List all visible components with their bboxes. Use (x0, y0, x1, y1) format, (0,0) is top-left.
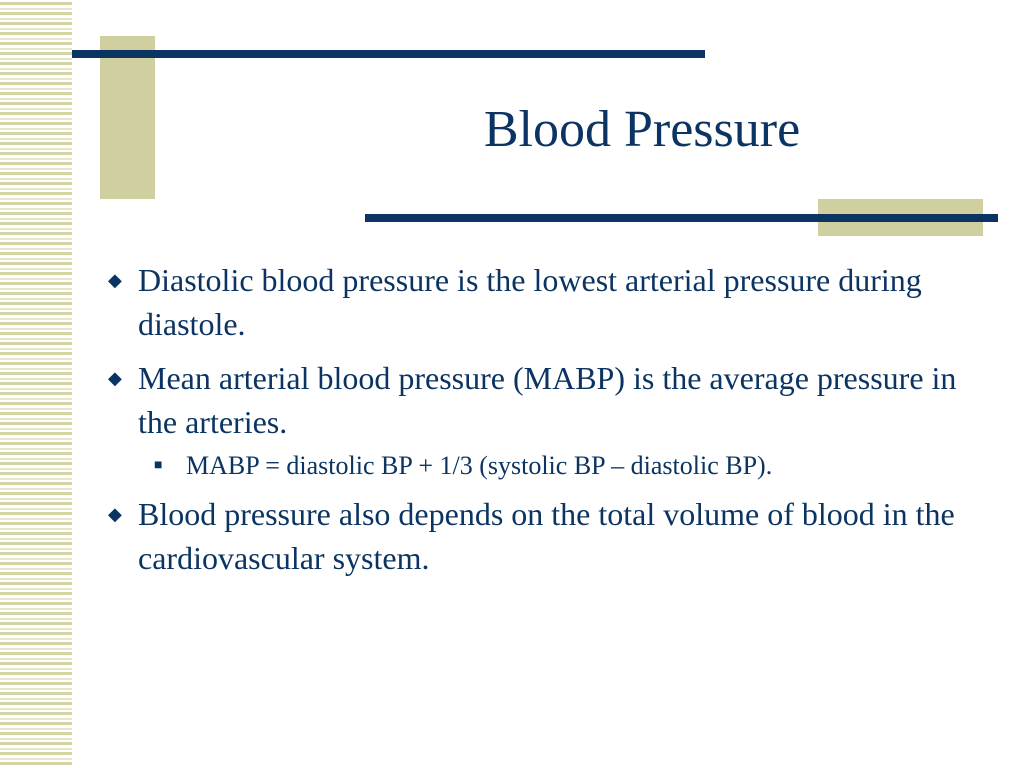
square-bullet-icon: ■ (154, 458, 163, 473)
title-rule-bottom (365, 214, 998, 222)
diamond-bullet-icon: ◆ (108, 270, 122, 290)
title-rule-top (72, 50, 705, 58)
sub-bullet-item (100, 448, 980, 484)
bullet-item (100, 492, 980, 580)
slide-title: Blood Pressure (483, 101, 801, 158)
bullet-text: Diastolic blood pressure is the lowest arterial pressure during diastole. (138, 262, 922, 342)
bullet-item (100, 356, 980, 444)
bullet-text: Mean arterial blood pressure (MABP) is the average pressure in the arteries. (138, 360, 957, 440)
decorative-tan-block-top (100, 36, 155, 199)
slide-content (100, 258, 980, 590)
bullet-text: Blood pressure also depends on the total volume of blood in the cardiovascular system. (138, 496, 955, 576)
diamond-bullet-icon: ◆ (108, 368, 122, 388)
diamond-bullet-icon: ◆ (108, 504, 122, 524)
bullet-item (100, 258, 980, 346)
striped-border (0, 0, 72, 768)
sub-bullet-text: MABP = diastolic BP + 1/3 (systolic BP – diastolic BP). (186, 451, 773, 480)
